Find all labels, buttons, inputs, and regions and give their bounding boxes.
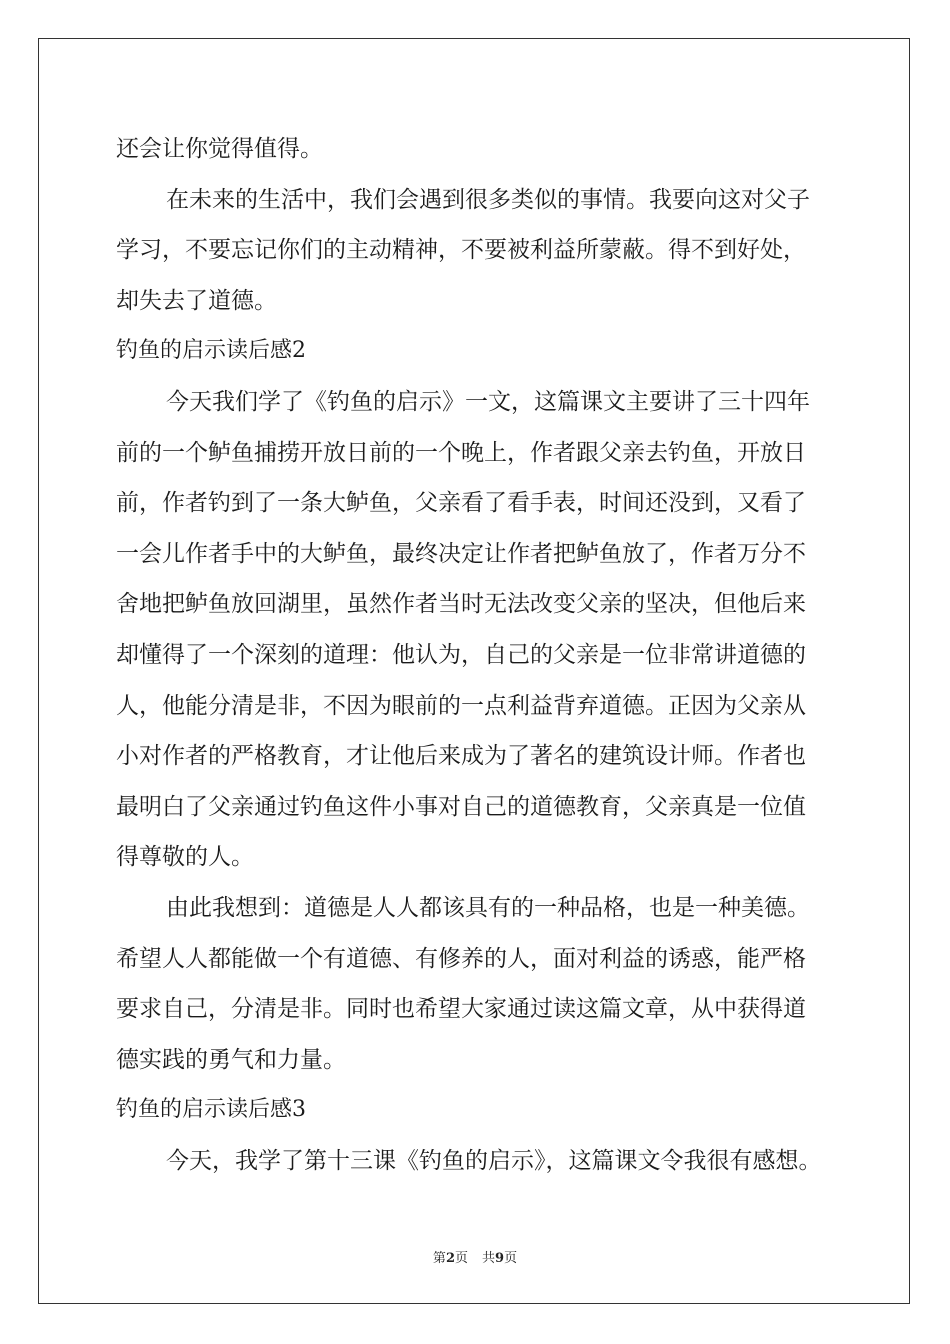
text-line: 人，他能分清是非，不因为眼前的一点利益背弃道德。正因为父亲从 — [116, 692, 806, 719]
text-line: 今天我们学了《钓鱼的启示》一文，这篇课文主要讲了三十四年 — [166, 388, 810, 415]
text-line: 小对作者的严格教育，才让他后来成为了著名的建筑设计师。作者也 — [116, 743, 806, 770]
text-line: 今天，我学了第十三课《钓鱼的启示》，这篇课文令我很有感想。 — [166, 1147, 822, 1174]
text-line: 由此我想到：道德是人人都该具有的一种品格，也是一种美德。 — [166, 894, 810, 921]
text-line: 德实践的勇气和力量。 — [116, 1046, 346, 1073]
text-line: 前，作者钓到了一条大鲈鱼，父亲看了看手表，时间还没到，又看了 — [116, 490, 806, 517]
footer-total-pages: 9 — [495, 1251, 505, 1266]
text-line: 一会儿作者手中的大鲈鱼，最终决定让作者把鲈鱼放了，作者万分不 — [116, 540, 806, 567]
text-line: 却懂得了一个深刻的道理：他认为，自己的父亲是一位非常讲道德的 — [116, 641, 806, 668]
footer-total-prefix: 共 — [482, 1251, 496, 1266]
text-line: 舍地把鲈鱼放回湖里，虽然作者当时无法改变父亲的坚决，但他后来 — [116, 591, 806, 618]
text-line: 却失去了道德。 — [116, 287, 277, 314]
text-line: 得尊敬的人。 — [116, 844, 254, 871]
text-line: 还会让你觉得值得。 — [116, 136, 323, 162]
text-line: 希望人人都能做一个有道德、有修养的人，面对利益的诱惑，能严格 — [116, 945, 806, 972]
text-line: 学习，不要忘记你们的主动精神，不要被利益所蒙蔽。得不到好处， — [116, 237, 806, 264]
text-line: 要求自己，分清是非。同时也希望大家通过读这篇文章，从中获得道 — [116, 996, 806, 1023]
section-heading: 钓鱼的启示读后感3 — [116, 1097, 306, 1123]
text-line: 前的一个鲈鱼捕捞开放日前的一个晚上，作者跟父亲去钓鱼，开放日 — [116, 439, 806, 466]
text-line: 在未来的生活中，我们会遇到很多类似的事情。我要向这对父子 — [166, 186, 810, 213]
page-footer — [0, 1247, 950, 1266]
footer-page-suffix: 页 — [454, 1251, 468, 1266]
footer-total-suffix: 页 — [504, 1251, 518, 1266]
section-heading: 钓鱼的启示读后感2 — [116, 338, 306, 364]
footer-page-number: 2 — [445, 1251, 455, 1266]
document-body — [116, 124, 856, 1186]
footer-page-prefix: 第 — [432, 1251, 446, 1266]
text-line: 最明白了父亲通过钓鱼这件小事对自己的道德教育，父亲真是一位值 — [116, 793, 806, 820]
